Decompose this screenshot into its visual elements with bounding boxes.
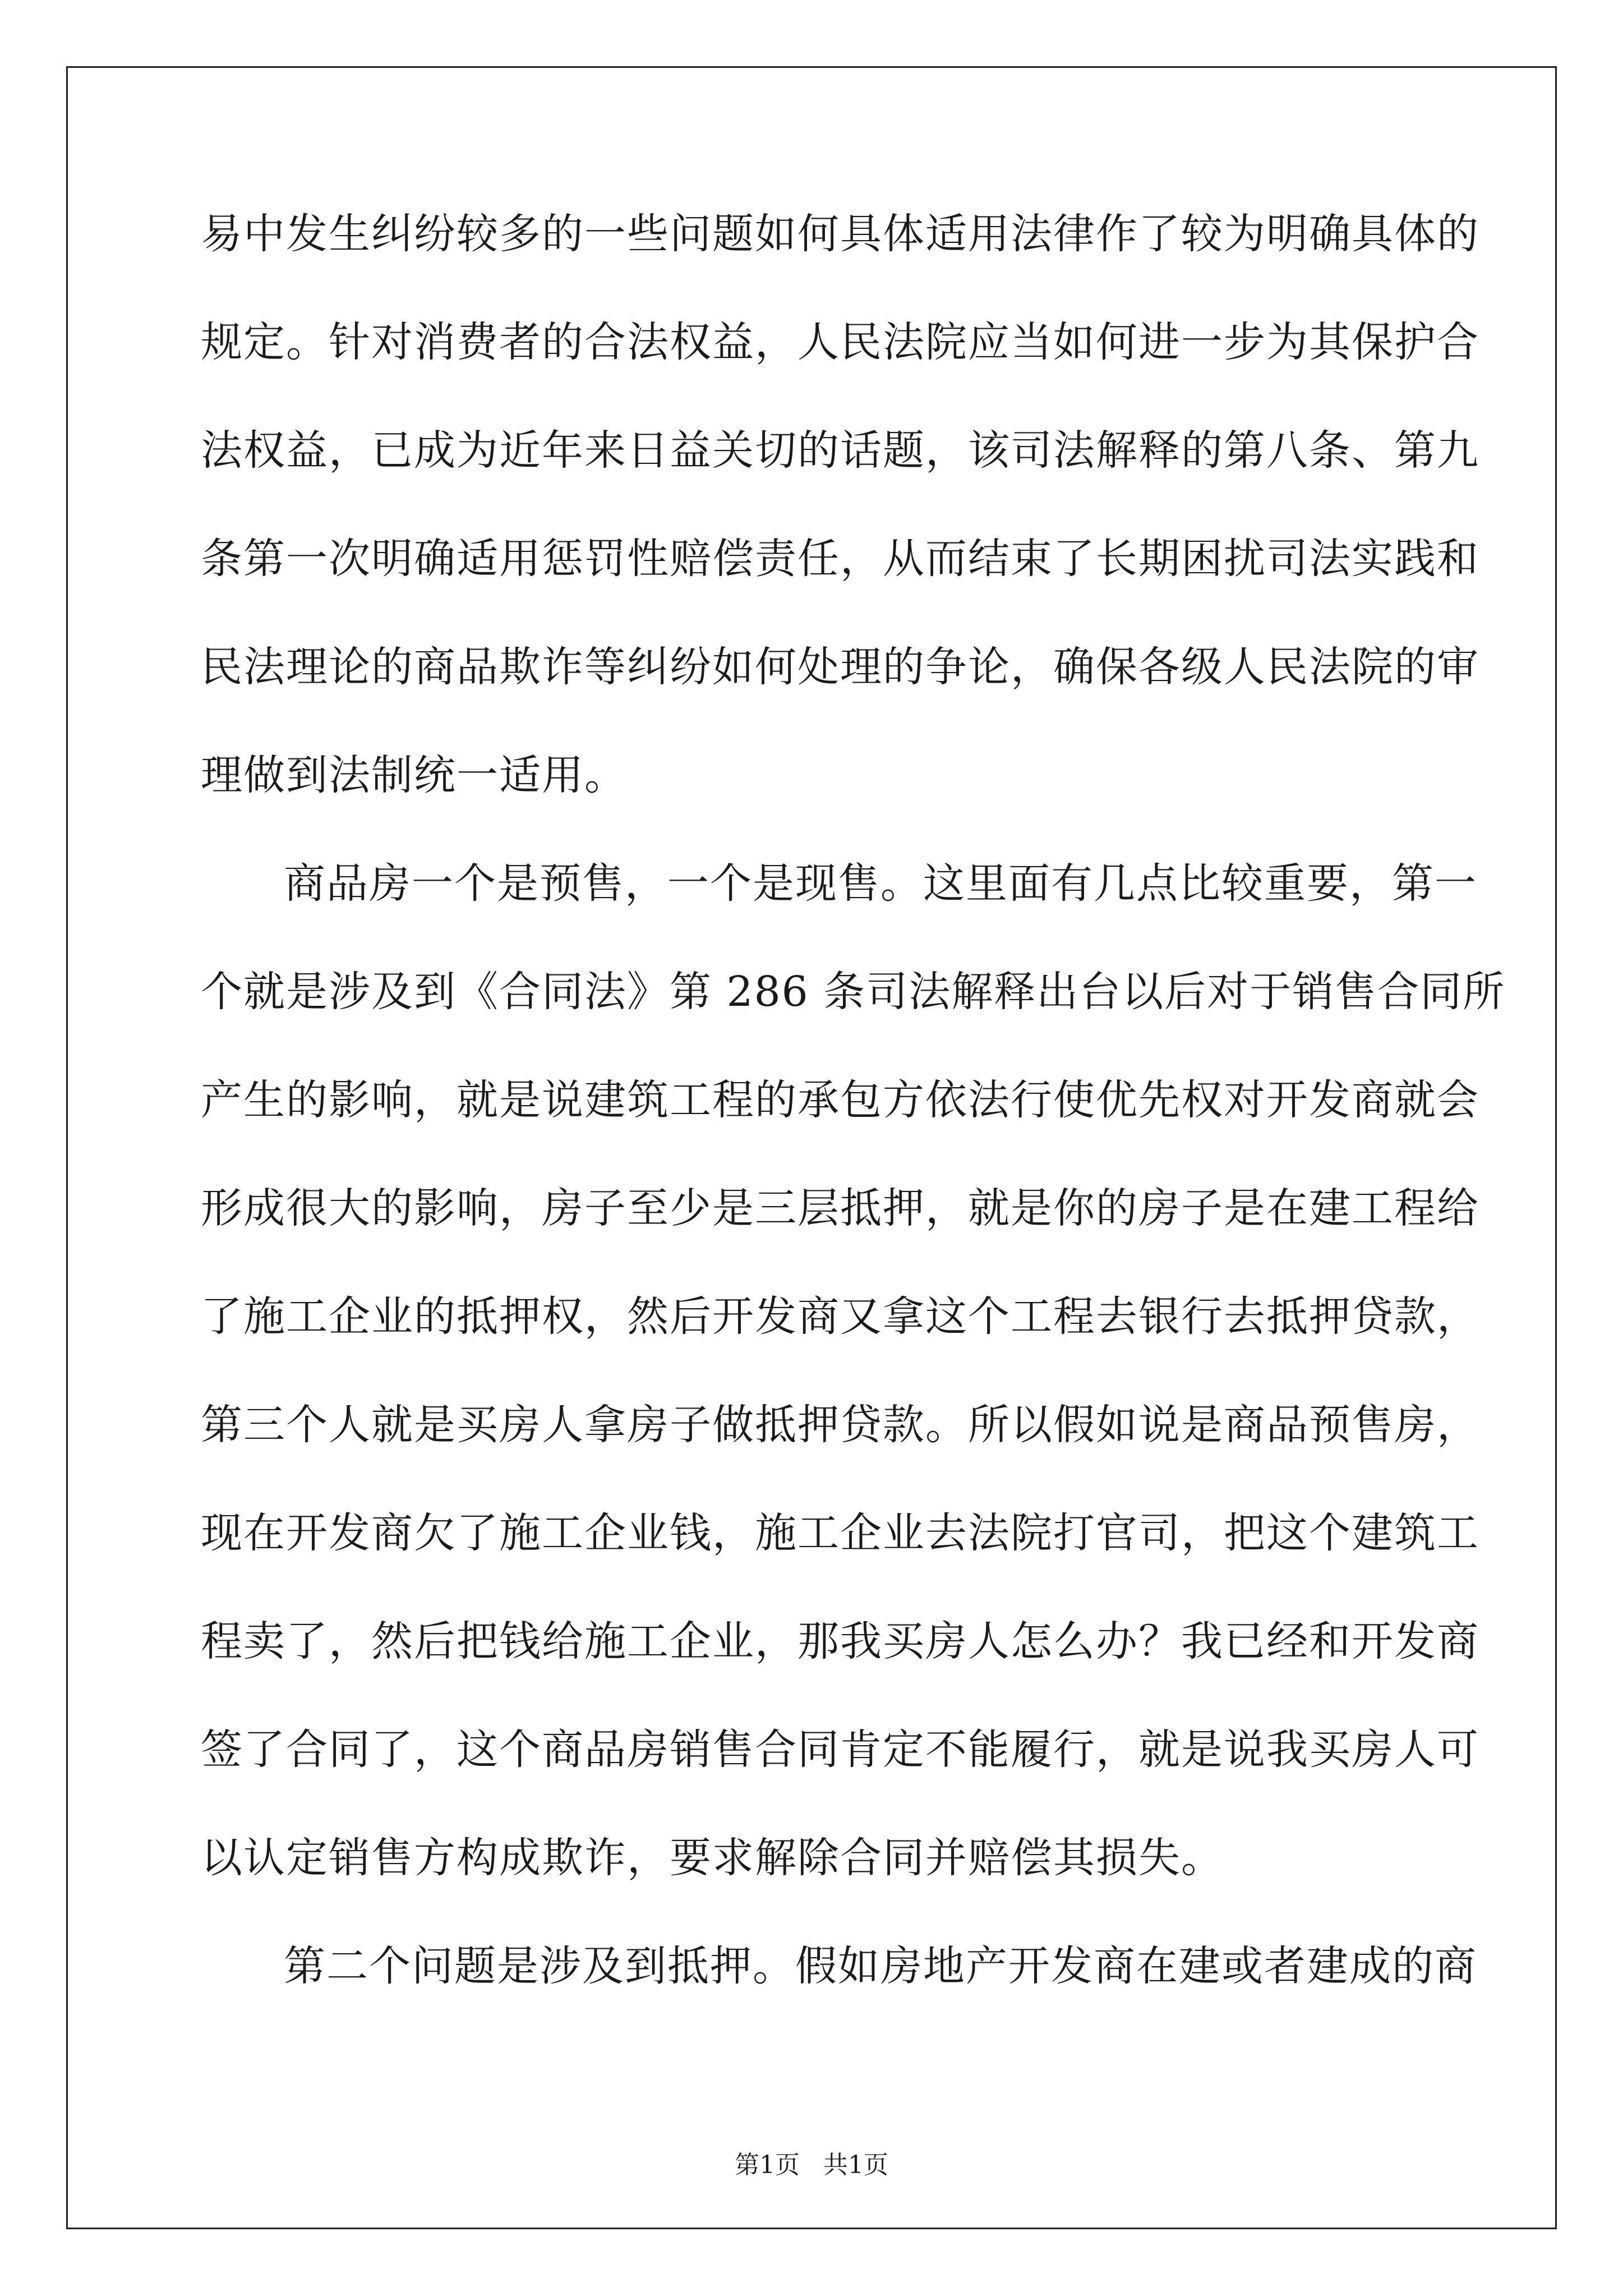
- text-line: 理做到法制统一适用。: [201, 751, 627, 799]
- paragraph-first-line: 第二个问题是涉及到抵押。假如房地产开发商在建或者建成的商: [284, 1942, 1477, 1990]
- text-line: 法权益，已成为近年来日益关切的话题，该司法解释的第八条、第九: [201, 426, 1479, 475]
- text-line: 民法理论的商品欺诈等纠纷如何处理的争论，确保各级人民法院的审: [201, 643, 1479, 691]
- text-line: 易中发生纠纷较多的一些问题如何具体适用法律作了较为明确具体的: [201, 210, 1479, 258]
- text-line: 了施工企业的抵押权，然后开发商又拿这个工程去银行去抵押贷款，: [201, 1292, 1479, 1341]
- page-footer: 第1页 共1页: [735, 2151, 888, 2179]
- text-line: 现在开发商欠了施工企业钱，施工企业去法院打官司，把这个建筑工: [201, 1509, 1479, 1557]
- text-line: 个就是涉及到《合同法》第 286 条司法解释出台以后对于销售合同所: [201, 968, 1506, 1016]
- text-line: 规定。针对消费者的合法权益，人民法院应当如何进一步为其保护合: [201, 318, 1479, 366]
- text-line: 以认定销售方构成欺诈，要求解除合同并赔偿其损失。: [201, 1834, 1224, 1882]
- text-line: 形成很大的影响，房子至少是三层抵押，就是你的房子是在建工程给: [201, 1184, 1479, 1232]
- text-line: 签了合同了，这个商品房销售合同肯定不能履行，就是说我买房人可: [201, 1726, 1479, 1774]
- paragraph-first-line: 商品房一个是预售，一个是现售。这里面有几点比较重要，第一: [284, 859, 1477, 908]
- document-body: [201, 210, 1506, 2054]
- text-line: 第三个人就是买房人拿房子做抵押贷款。所以假如说是商品预售房，: [201, 1401, 1479, 1449]
- text-line: 条第一次明确适用惩罚性赔偿责任，从而结束了长期困扰司法实践和: [201, 535, 1479, 583]
- text-line: 程卖了，然后把钱给施工企业，那我买房人怎么办？我已经和开发商: [201, 1617, 1479, 1665]
- text-line: 产生的影响，就是说建筑工程的承包方依法行使优先权对开发商就会: [201, 1076, 1479, 1124]
